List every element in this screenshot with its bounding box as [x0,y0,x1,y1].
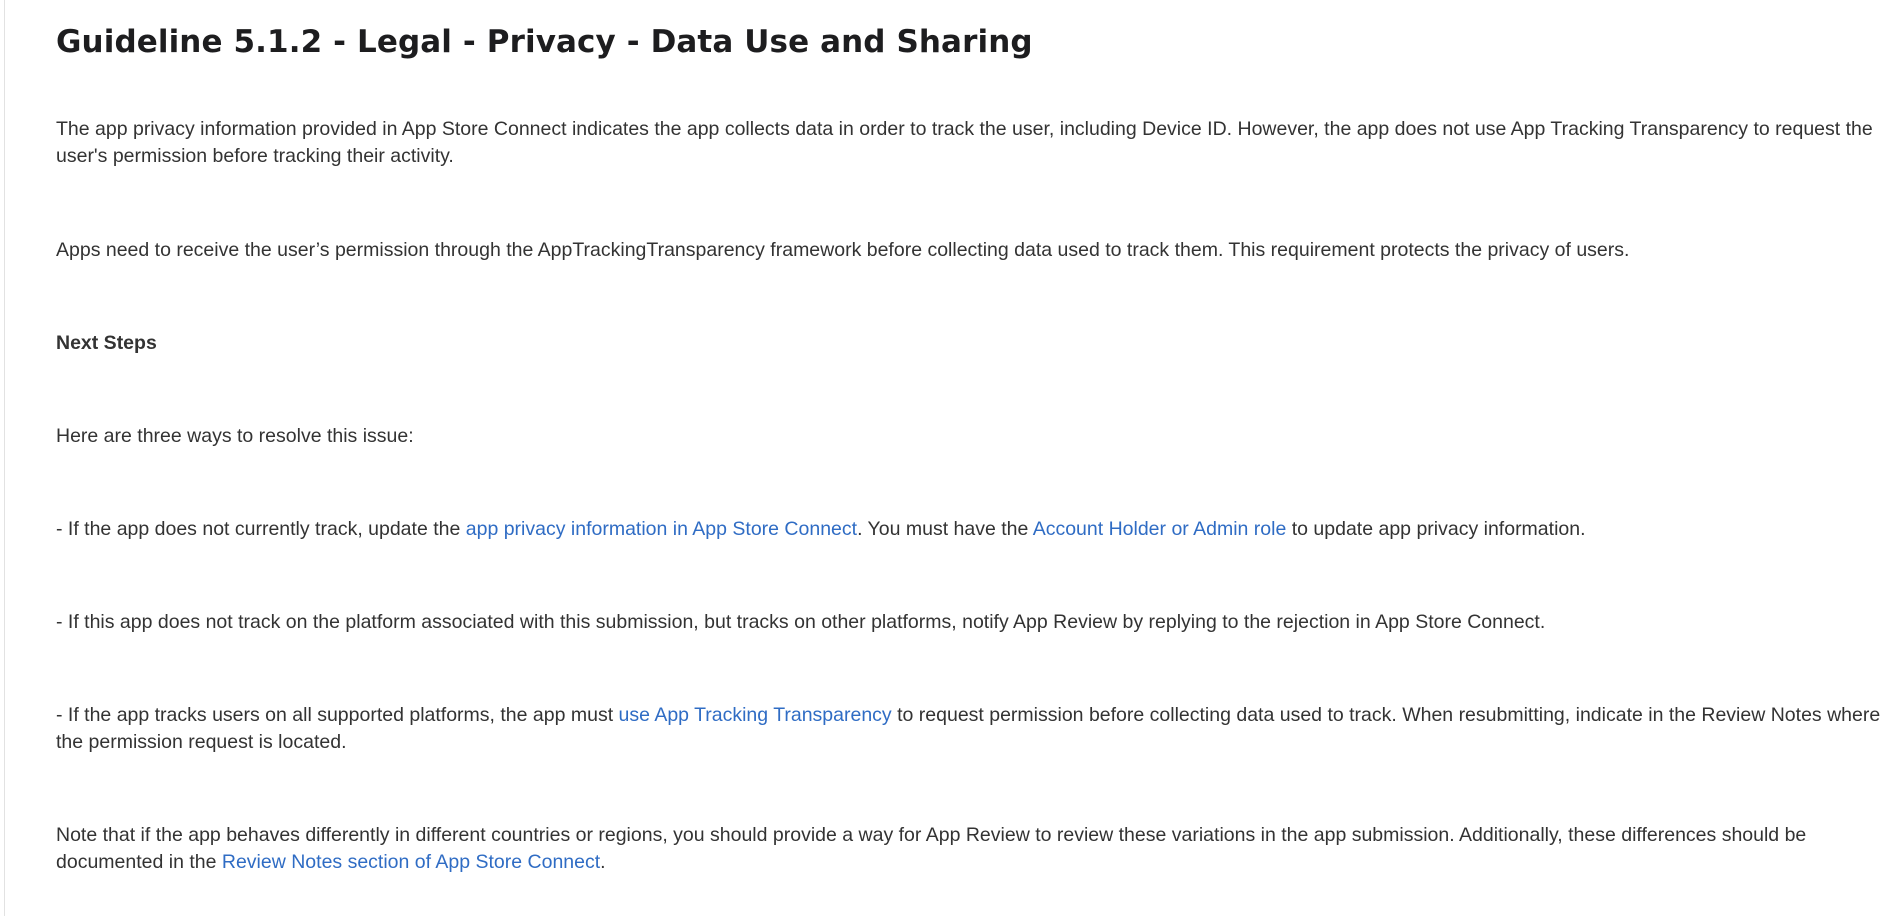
step-update-privacy [56,516,1896,543]
step-use-att-text-after: to request permission before collecting data used to track. When resubmitting, indicate in the Review Notes where the permission request is located. [56,704,1881,753]
paragraph-requirement [56,237,1896,264]
step-notify-app-review [56,609,1896,636]
paragraph-three-ways [56,423,1896,450]
next-steps-heading-text: Next Steps [56,332,157,354]
account-holder-admin-role-link[interactable]: Account Holder or Admin role [1032,518,1287,540]
left-border [4,0,5,916]
step-use-att-text-before: - If the app tracks users on all supported platforms, the app must [56,704,619,726]
use-app-tracking-transparency-link[interactable]: use App Tracking Transparency [618,704,892,726]
app-privacy-information-link[interactable]: app privacy information in App Store Connect [465,518,858,540]
step-use-att [56,702,1896,756]
paragraph-tracking-issue [56,116,1896,170]
note-regional-differences [56,822,1896,876]
step-update-privacy-text-after: to update app privacy information. [1286,518,1586,540]
step-notify-app-review-text: - If this app does not track on the platform associated with this submission, but tracks on other platforms, notify App Review by replying to the rejection in App Store Connect. [56,611,1546,633]
note-text-before: Note that if the app behaves differently in different countries or regions, you should provide a way for App Review to review these variations in the app submission. Additionally, these differences should be documented in the [56,824,1807,873]
note-text-after: . [600,851,606,873]
step-update-privacy-text-middle: . You must have the [857,518,1033,540]
paragraph-three-ways-text: Here are three ways to resolve this issue: [56,425,414,447]
review-notes-section-link[interactable]: Review Notes section of App Store Connect [221,851,601,873]
step-update-privacy-text-before: - If the app does not currently track, update the [56,518,466,540]
page-title: Guideline 5.1.2 - Legal - Privacy - Data Use and Sharing [56,24,1033,60]
paragraph-requirement-text: Apps need to receive the user’s permission through the AppTrackingTransparency framework before collecting data used to track them. This requirement protects the privacy of users. [56,239,1630,261]
next-steps-heading [56,330,1896,357]
paragraph-tracking-issue-text: The app privacy information provided in App Store Connect indicates the app collects data in order to track the user, including Device ID. However, the app does not use App Tracking Transparency to request the user's permission before tracking their activity. [56,118,1873,167]
